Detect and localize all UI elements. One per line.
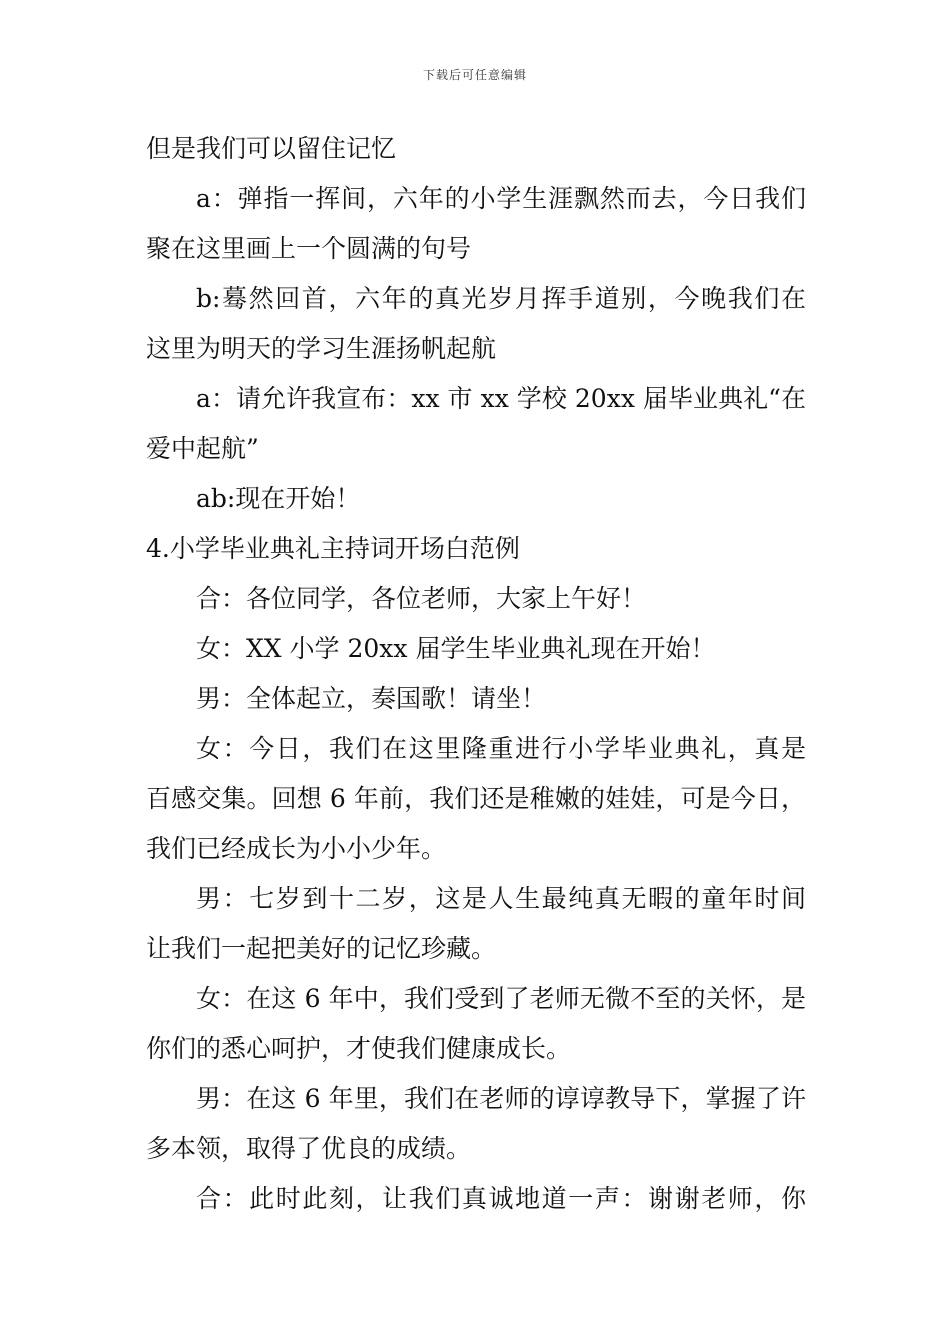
text-line: 但是我们可以留住记忆 <box>146 134 397 163</box>
text-line: 百感交集。回想 6 年前，我们还是稚嫩的娃娃，可是今日， <box>146 784 806 813</box>
text-line: 聚在这里画上一个圆满的句号 <box>146 234 472 263</box>
section-heading: 4.小学毕业典礼主持词开场白范例 <box>146 534 520 563</box>
text-line: 爱中起航” <box>146 434 259 463</box>
text-line: b:蓦然回首，六年的真光岁月挥手道别，今晚我们在 <box>196 284 806 313</box>
text-line: a：请允许我宣布：xx 市 xx 学校 20xx 届毕业典礼“在 <box>196 384 806 413</box>
text-line: 合：此时此刻，让我们真诚地道一声：谢谢老师，你 <box>196 1184 806 1213</box>
text-line: 你们的悉心呵护，才使我们健康成长。 <box>146 1034 572 1063</box>
header-note: 下载后可任意编辑 <box>422 68 527 82</box>
text-line: 多本领，取得了优良的成绩。 <box>146 1134 472 1163</box>
text-line: 男：在这 6 年里，我们在老师的谆谆教导下，掌握了许 <box>196 1084 806 1113</box>
text-line: a：弹指一挥间，六年的小学生涯飘然而去，今日我们 <box>196 184 806 213</box>
text-line: 男：七岁到十二岁，这是人生最纯真无暇的童年时间 <box>196 884 806 913</box>
text-line: 这里为明天的学习生涯扬帆起航 <box>146 334 497 363</box>
text-line: 女：XX 小学 20xx 届学生毕业典礼现在开始！ <box>196 634 716 663</box>
document-body <box>146 124 806 1224</box>
text-line: 我们已经成长为小小少年。 <box>146 834 447 863</box>
text-line: 让我们一起把美好的记忆珍藏。 <box>146 934 497 963</box>
text-line: 女：今日，我们在这里隆重进行小学毕业典礼，真是 <box>196 734 806 763</box>
text-line: 男：全体起立，奏国歌！请坐！ <box>196 684 547 713</box>
text-line: 合：各位同学，各位老师，大家上午好！ <box>196 584 647 613</box>
text-line: 女：在这 6 年中，我们受到了老师无微不至的关怀，是 <box>196 984 806 1013</box>
text-line: ab:现在开始！ <box>196 484 361 513</box>
